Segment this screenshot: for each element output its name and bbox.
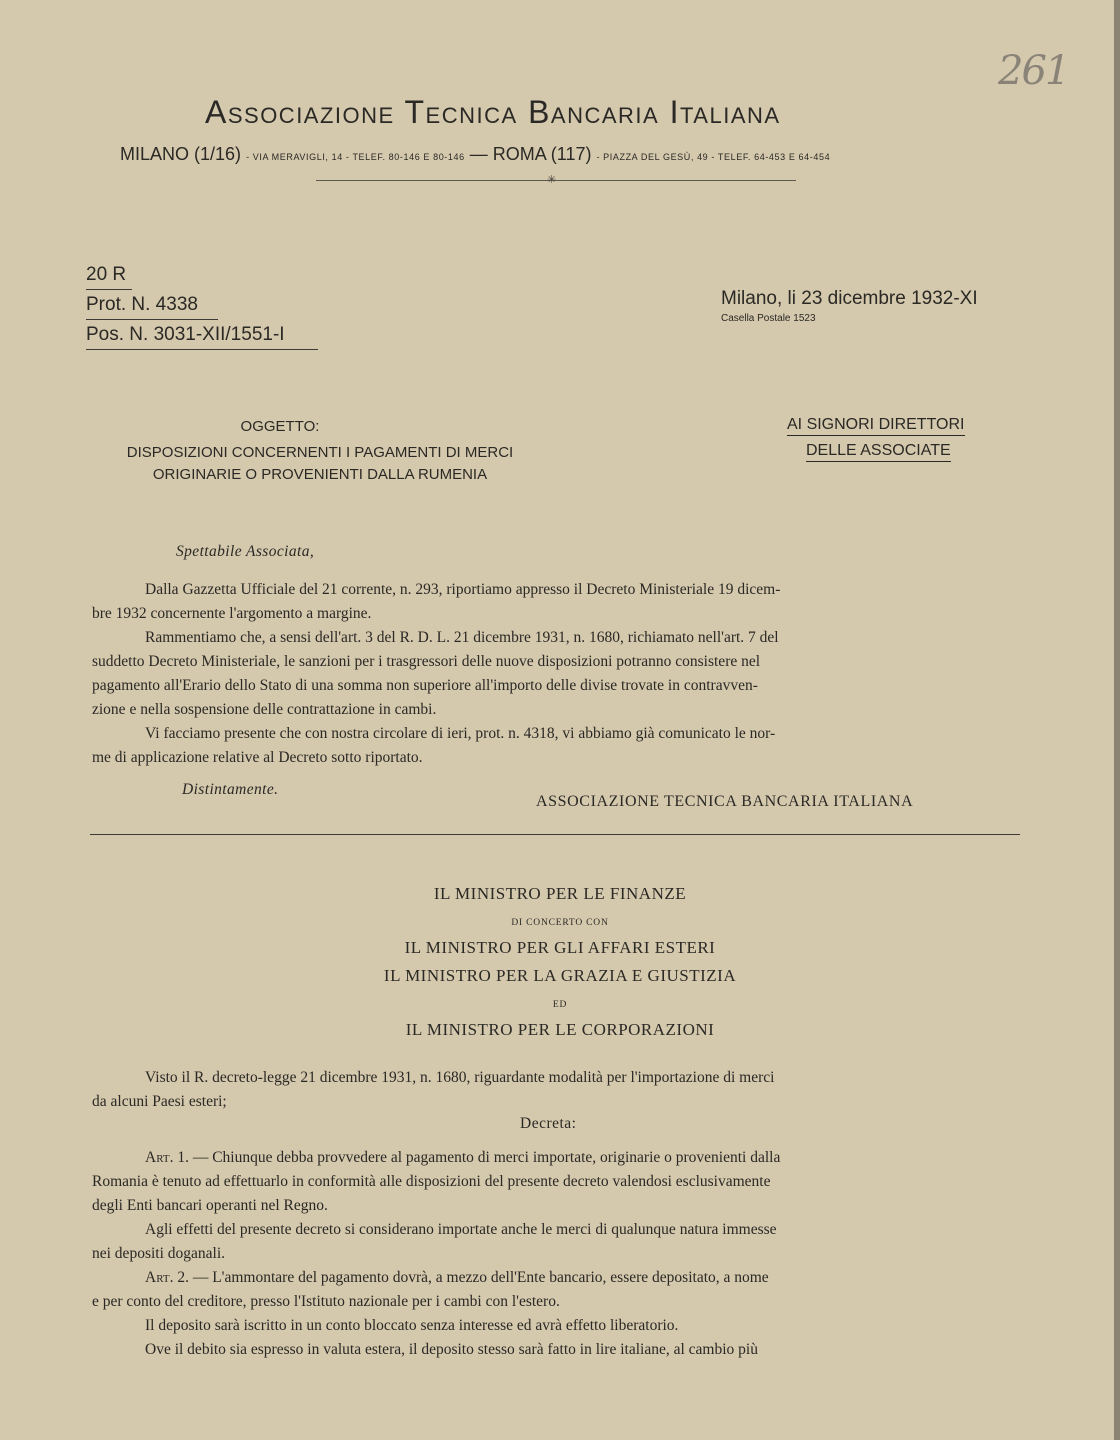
article-1-text: — Chiunque debba provvedere al pagamento di merci importate, originarie o provenienti dalla xyxy=(192,1149,781,1166)
decree-art2c: Ove il debito sia espresso in valuta estera, il deposito stesso sarà fatto in lire italiane, al cambio più xyxy=(145,1341,758,1358)
date-line: Milano, li 23 dicembre 1932-XI xyxy=(721,288,978,309)
page-edge xyxy=(1114,0,1120,1440)
section-separator xyxy=(90,834,1020,835)
postal-box: Casella Postale 1523 xyxy=(721,313,816,324)
roma-label: ROMA (117) xyxy=(492,144,592,164)
decree-visto-line1: Visto il R. decreto-legge 21 dicembre 1931, n. 1680, riguardante modalità per l'importazione di merci xyxy=(145,1069,775,1086)
closing: Distintamente. xyxy=(182,781,279,798)
letterhead-addresses xyxy=(120,144,830,165)
decree-header-5: ED xyxy=(552,1000,568,1010)
letterhead-title: Associazione Tecnica Bancaria Italiana xyxy=(205,94,781,130)
addressee-line-2 xyxy=(806,442,951,460)
letter-p3-line2: me di applicazione relative al Decreto sotto riportato. xyxy=(92,749,423,766)
subject-line-2: ORIGINARIE O PROVENIENTI DALLA RUMENIA xyxy=(152,466,488,483)
address-separator: — xyxy=(469,144,488,164)
letter-p2-line4: zione e nella sospensione delle contrattazione in cambi. xyxy=(92,701,437,718)
circular-number-text: 20 R xyxy=(86,264,127,285)
milano-address: - VIA MERAVIGLI, 14 - TELEF. 80-146 E 80-146 xyxy=(246,152,465,162)
decree-header-1: IL MINISTRO PER LE FINANZE xyxy=(433,884,687,903)
milano-label: MILANO (1/16) xyxy=(120,144,242,164)
letter-p3-line1: Vi facciamo presente che con nostra circolare di ieri, prot. n. 4318, vi abbiamo già comunicato le nor- xyxy=(145,725,776,742)
underline xyxy=(806,461,951,463)
decree-art1-line3: degli Enti bancari operanti nel Regno. xyxy=(92,1197,328,1214)
addressee-line-2-text: DELLE ASSOCIATE xyxy=(806,442,951,459)
signature: ASSOCIAZIONE TECNICA BANCARIA ITALIANA xyxy=(536,793,914,810)
decree-art2-line2: e per conto del creditore, presso l'Istituto nazionale per i cambi con l'estero. xyxy=(92,1293,560,1310)
letter-p1-line1: Dalla Gazzetta Ufficiale del 21 corrente, n. 293, riportiamo appresso il Decreto Ministeriale 19 dicem- xyxy=(145,581,781,598)
ornament-icon: ✳ xyxy=(547,174,557,186)
article-2-label: Art. 2. xyxy=(145,1269,189,1286)
decree-art1-line2: Romania è tenuto ad effettuarlo in conformità alle disposizioni del presente decreto valendosi esclusivamente xyxy=(92,1173,771,1190)
protocol-number xyxy=(86,294,198,316)
addressee-line-1 xyxy=(787,416,965,434)
subject-label: OGGETTO: xyxy=(240,418,320,435)
article-1-label: Art. 1. xyxy=(145,1149,189,1166)
roma-address: - PIAZZA DEL GESÙ, 49 - TELEF. 64-453 E 64-454 xyxy=(596,152,831,162)
protocol-number-text: Prot. N. 4338 xyxy=(86,294,198,315)
letter-p2-line2: suddetto Decreto Ministeriale, le sanzioni per i trasgressori delle nuove disposizioni potranno consistere nel xyxy=(92,653,761,670)
decree-decreta: Decreta: xyxy=(520,1115,577,1132)
salutation: Spettabile Associata, xyxy=(176,543,315,560)
subject-line-1: DISPOSIZIONI CONCERNENTI I PAGAMENTI DI MERCI xyxy=(126,444,514,461)
letter-p2-line3: pagamento all'Erario dello Stato di una somma non superiore all'importo delle divise trovate in contravven- xyxy=(92,677,758,694)
decree-art1b-line1: Agli effetti del presente decreto si considerano importate anche le merci di qualunque natura immesse xyxy=(145,1221,777,1238)
letter-p2-line1: Rammentiamo che, a sensi dell'art. 3 del R. D. L. 21 dicembre 1931, n. 1680, richiamato nell'art. 7 del xyxy=(145,629,779,646)
decree-visto-line2: da alcuni Paesi esteri; xyxy=(92,1093,227,1110)
letter-p1-line2: bre 1932 concernente l'argomento a margine. xyxy=(92,605,372,622)
article-2-text: — L'ammontare del pagamento dovrà, a mezzo dell'Ente bancario, essere depositato, a nome xyxy=(192,1269,769,1286)
decree-header-3: IL MINISTRO PER GLI AFFARI ESTERI xyxy=(404,938,716,957)
handwritten-page-number: 261 xyxy=(998,48,1069,94)
decree-art1b-line2: nei depositi doganali. xyxy=(92,1245,226,1262)
decree-art2b: Il deposito sarà iscritto in un conto bloccato senza interesse ed avrà effetto liberatorio. xyxy=(145,1317,679,1334)
decree-header-2: DI CONCERTO CON xyxy=(511,918,609,928)
underline xyxy=(86,289,132,290)
position-number-text: Pos. N. 3031-XII/1551-I xyxy=(86,324,285,345)
decree-art1-line1 xyxy=(145,1146,780,1170)
addressee-line-1-text: AI SIGNORI DIRETTORI xyxy=(787,416,965,433)
position-number xyxy=(86,324,285,346)
underline xyxy=(787,435,965,437)
decree-header-4: IL MINISTRO PER LA GRAZIA E GIUSTIZIA xyxy=(383,966,737,985)
underline xyxy=(86,319,218,320)
circular-number xyxy=(86,264,126,286)
underline xyxy=(86,349,318,350)
decree-art2-line1 xyxy=(145,1266,769,1290)
decree-header-6: IL MINISTRO PER LE CORPORAZIONI xyxy=(405,1020,715,1039)
